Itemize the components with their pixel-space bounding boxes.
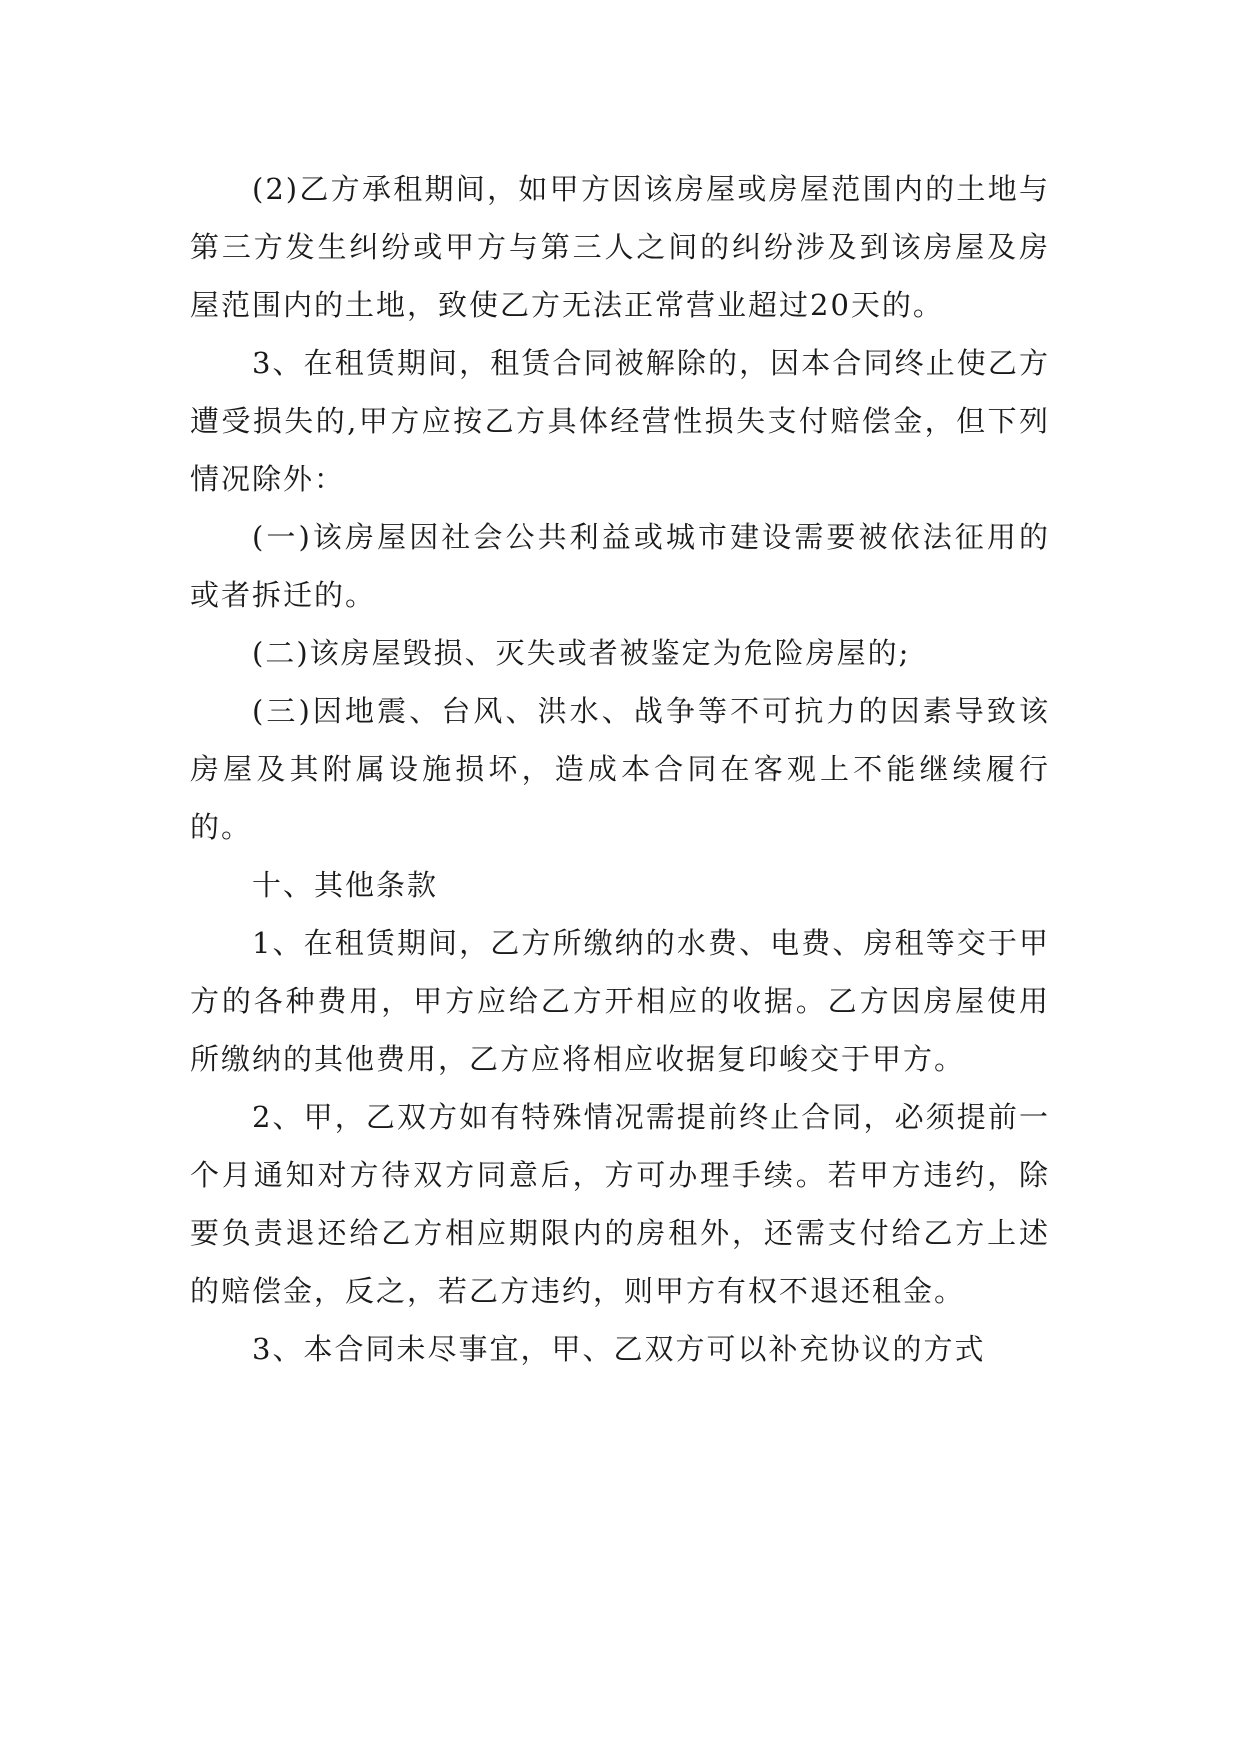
paragraph-dispute-clause: (2)乙方承租期间，如甲方因该房屋或房屋范围内的土地与第三方发生纠纷或甲方与第三人之间的纠纷涉及到该房屋及房屋范围内的土地，致使乙方无法正常营业超过20天的。 xyxy=(190,172,1050,322)
paragraph-early-termination: 2、甲，乙双方如有特殊情况需提前终止合同，必须提前一个月通知对方待双方同意后，方可办理手续。若甲方违约，除要负责退还给乙方相应期限内的房租外，还需支付给乙方上述的赔偿金，反之，若乙方违约，则甲方有权不退还租金。 xyxy=(190,1100,1050,1308)
paragraph-termination-compensation: 3、在租赁期间，租赁合同被解除的，因本合同终止使乙方遭受损失的,甲方应按乙方具体经营性损失支付赔偿金，但下列情况除外： xyxy=(190,346,1050,496)
section-heading-other-terms: 十、其他条款 xyxy=(252,868,439,902)
paragraph-supplementary-agreement: 3、本合同未尽事宜，甲、乙双方可以补充协议的方式 xyxy=(252,1332,986,1366)
paragraph-exception-force-majeure: (三)因地震、台风、洪水、战争等不可抗力的因素导致该房屋及其附属设施损坏，造成本合同在客观上不能继续履行的。 xyxy=(190,694,1050,844)
paragraph-fees-receipts: 1、在租赁期间，乙方所缴纳的水费、电费、房租等交于甲方的各种费用，甲方应给乙方开相应的收据。乙方因房屋使用所缴纳的其他费用，乙方应将相应收据复印峻交于甲方。 xyxy=(190,926,1050,1076)
document-body xyxy=(190,160,1050,1378)
paragraph-exception-expropriation: (一)该房屋因社会公共利益或城市建设需要被依法征用的或者拆迁的。 xyxy=(190,520,1050,612)
paragraph-exception-damage: (二)该房屋毁损、灭失或者被鉴定为危险房屋的; xyxy=(252,636,911,670)
